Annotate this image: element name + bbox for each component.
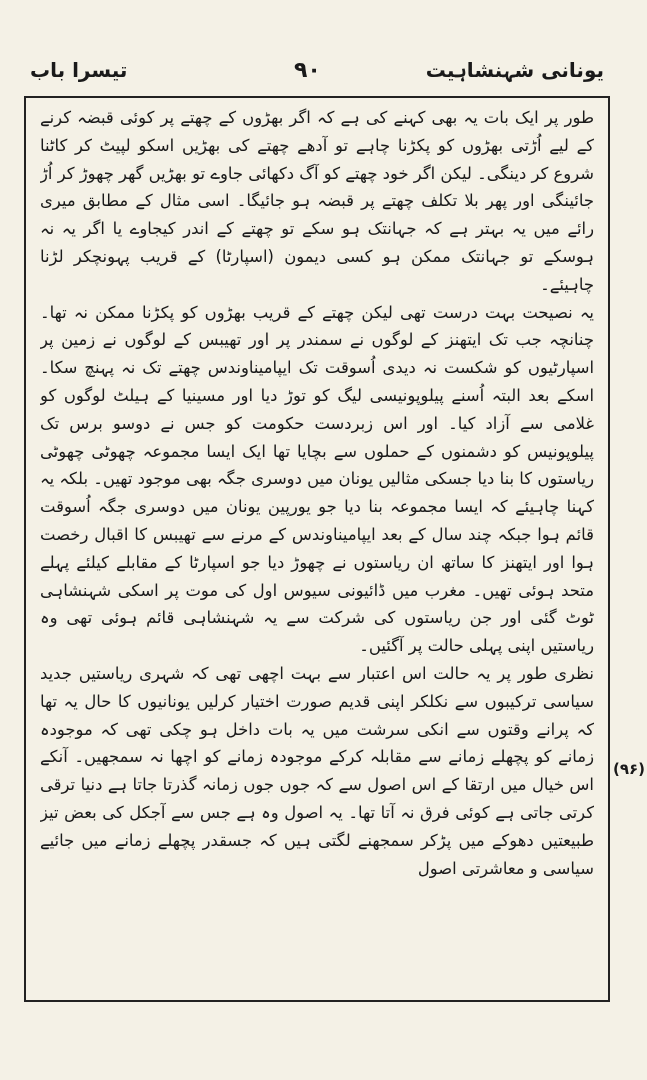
chapter-title: تیسرا باب: [30, 58, 128, 82]
paragraph-1: طور پر ایک بات یہ بھی کہنے کی ہے کہ اگر بھڑوں کے چھتے پر کوئی قبضہ کرنے کے لیے اُڑتی بھڑوں کو پکڑنا چاہے تو آدھے چھتے کی بھڑیں اسکو لپیٹ کر کاٹنا شروع کر دینگی۔ لیکن اگر خود چھتے کو آگ دکھائی جاوے تو بھڑیں گھر چھوڑ کر اُڑ جائینگی اور پھر بلا تکلف چھتے پر قبضہ ہو جائیگا۔ اسی مثال کے مطابق میری رائے میں یہ بہتر ہے کہ جہانتک ہو سکے تو چھتے کے اندر کیجاوے یا اگر یہ نہ ہوسکے تو جہانتک ممکن ہو کسی دیمون (اسپارٹا) کے قریب پہونچکر لڑنا چاہیئے۔: [40, 108, 594, 294]
running-title: یونانی شہنشاہیت: [425, 58, 604, 82]
body-text: [40, 104, 594, 994]
paragraph-3: نظری طور پر یہ حالت اس اعتبار سے بہت اچھی تھی کہ شہری ریاستیں جدید سیاسی ترکیبوں سے نکلکر اپنی قدیم صورت اختیار کرلیں یونانیوں کا حال یہ تھا کہ پرانے وقتوں سے انکی سرشت میں یہ بات داخل ہو چکی تھی کہ موجودہ زمانے کو پچھلے زمانے سے مقابلہ کرکے موجودہ زمانے کو اچھا نہ سمجھیں۔ آنکے اس خیال میں ارتقا کے اس اصول سے کہ جوں جوں زمانہ گذرتا جاتا ہے دنیا ترقی کرتی جاتی ہے کوئی فرق نہ آتا تھا۔ یہ اصول وہ ہے جس سے آجکل کی بعض تیز طبیعتیں دھوکے میں پڑکر سمجھنے لگتی ہیں کہ جسقدر پچھلے زمانے میں جائیے سیاسی و معاشرتی اصول: [40, 663, 594, 878]
page-number: ۹۰: [294, 58, 321, 83]
page-header: [24, 58, 610, 92]
margin-note: (۹۶): [612, 760, 646, 778]
paragraph-2: یہ نصیحت بہت درست تھی لیکن چھتے کے قریب بھڑوں کو پکڑنا ممکن نہ تھا۔ چنانچہ جب تک ایتھنز کے لوگوں نے سمندر پر اور تھیبس کے لوگوں نے زمین پر اسپارٹیوں کو شکست نہ دیدی اُسوقت تک ایپامیناوندس چھتے تک نہ پہنچ سکا۔ اسکے بعد البتہ اُسنے پیلوپونیسی لیگ کو توڑ دیا اور مسینیا کے ہیلٹ لوگوں کو غلامی سے آزاد کیا۔ اور اس زبردست حکومت کو جس نے دوسو برس تک پیلوپونیس کو دشمنوں کے حملوں سے بچایا تھا ایک ایسا مجموعہ چھوٹی چھوٹی ریاستوں کا بنا دیا جسکی مثالیں یونان میں دوسری جگہ بھی موجود تھیں۔ بلکہ یہ کہنا چاہیئے کہ ایسا مجموعہ بنا دیا جو یورپین یونان میں دوسری جگہ اُسوقت قائم ہوا جبکہ چند سال کے بعد ایپامیناوندس کے مرنے سے تھیبس کا اقبال رخصت ہوا اور ایتھنز کا ساتھ ان ریاستوں نے چھوڑ دیا جو اسپارٹا کے مقابلے کیلئے پہلے متحد ہوئی تھیں۔ مغرب میں ڈائیونی سیوس اول کی موت پر اسکی شہنشاہی ٹوٹ گئی اور جن ریاستوں کی شرکت سے یہ شہنشاہی قائم ہوئی تھی وہ ریاستیں اپنی پہلی حالت پر آگئیں۔: [40, 302, 594, 656]
